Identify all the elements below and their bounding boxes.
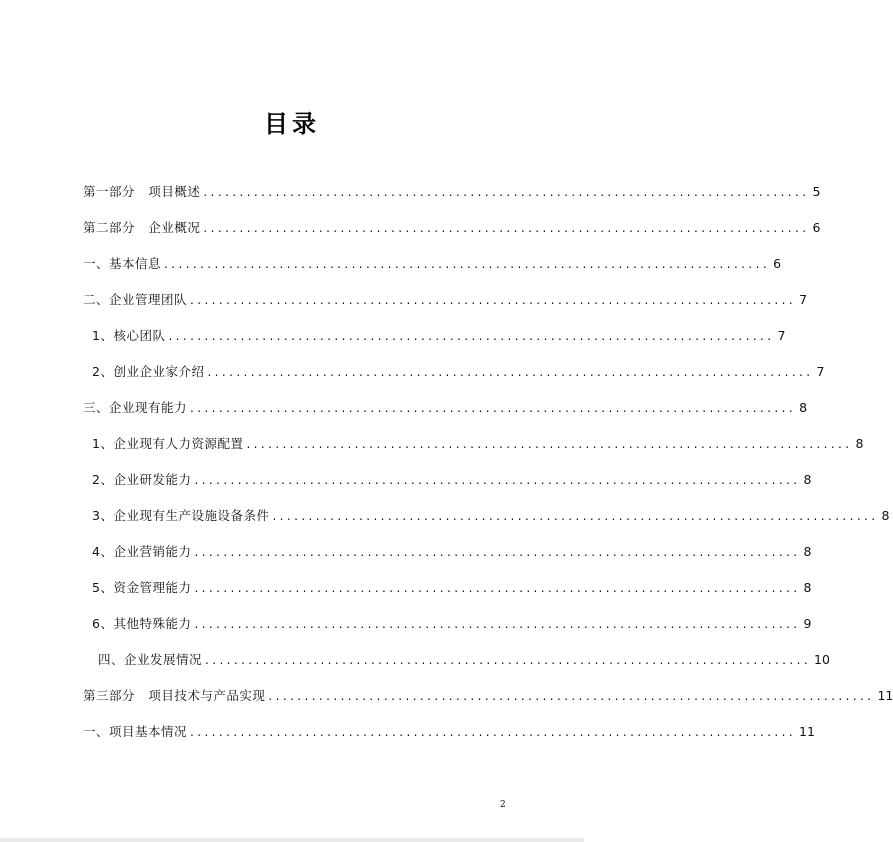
page-bottom-edge <box>0 838 584 842</box>
toc-entry-page: 8 <box>881 508 890 523</box>
toc-entry-label: 四、企业发展情况 <box>98 652 203 667</box>
toc-entry-label: 3、企业现有生产设施设备条件 <box>92 508 270 523</box>
toc-entry-page: 5 <box>812 184 821 199</box>
toc-entry-label: 1、核心团队 <box>92 328 166 343</box>
toc-leader-dots: .................................................................................... <box>164 257 771 271</box>
toc-entry-label: 三、企业现有能力 <box>83 400 188 415</box>
toc-entry-label: 6、其他特殊能力 <box>92 616 192 631</box>
toc-entry[interactable] <box>92 358 825 380</box>
toc-entry-page: 9 <box>803 616 812 631</box>
toc-entry-page: 8 <box>803 544 812 559</box>
toc-entry[interactable] <box>83 250 782 272</box>
toc-entry-page: 8 <box>799 400 808 415</box>
toc-entry-label: 第二部分 企业概况 <box>83 220 201 235</box>
toc-entry[interactable] <box>83 286 808 308</box>
toc-entry-page: 8 <box>855 436 864 451</box>
toc-entry-label: 2、创业企业家介绍 <box>92 364 205 379</box>
toc-entry[interactable] <box>92 502 890 524</box>
toc-leader-dots: .................................................................................... <box>190 293 797 307</box>
toc-entry[interactable] <box>83 214 821 236</box>
toc-leader-dots: .................................................................................... <box>194 617 801 631</box>
toc-entry[interactable] <box>92 538 812 560</box>
toc-entry-page: 6 <box>773 256 782 271</box>
toc-entry-label: 1、企业现有人力资源配置 <box>92 436 244 451</box>
toc-leader-dots: .................................................................................... <box>168 329 775 343</box>
toc-entry-label: 二、企业管理团队 <box>83 292 188 307</box>
toc-entry-page: 7 <box>816 364 825 379</box>
toc-entry-label: 第三部分 项目技术与产品实现 <box>83 688 266 703</box>
toc-entry-page: 8 <box>803 472 812 487</box>
page-number: 2 <box>500 800 506 810</box>
toc-entry-page: 11 <box>877 688 893 703</box>
toc-entry[interactable] <box>83 682 893 704</box>
toc-leader-dots: .................................................................................... <box>246 437 853 451</box>
toc-entry[interactable] <box>92 430 864 452</box>
toc-leader-dots: .................................................................................... <box>203 221 810 235</box>
toc-entry-page: 7 <box>777 328 786 343</box>
toc-entry[interactable] <box>92 574 812 596</box>
toc-entry-page: 7 <box>799 292 808 307</box>
toc-entry-label: 5、资金管理能力 <box>92 580 192 595</box>
toc-leader-dots: .................................................................................... <box>194 545 801 559</box>
toc-entry-page: 8 <box>803 580 812 595</box>
toc-entry-label: 2、企业研发能力 <box>92 472 192 487</box>
toc-leader-dots: .................................................................................... <box>190 725 797 739</box>
toc-entry[interactable] <box>92 322 786 344</box>
toc-leader-dots: .................................................................................... <box>268 689 875 703</box>
toc-leader-dots: .................................................................................... <box>207 365 814 379</box>
toc-entry-label: 一、项目基本情况 <box>83 724 188 739</box>
toc-leader-dots: .................................................................................... <box>194 581 801 595</box>
toc-entry[interactable] <box>83 718 815 740</box>
toc-entry-page: 6 <box>812 220 821 235</box>
toc-entry[interactable] <box>83 394 808 416</box>
toc-leader-dots: .................................................................................... <box>205 653 812 667</box>
toc-leader-dots: .................................................................................... <box>203 185 810 199</box>
toc-leader-dots: .................................................................................... <box>190 401 797 415</box>
toc-entry[interactable] <box>83 178 821 200</box>
toc-leader-dots: .................................................................................... <box>272 509 879 523</box>
toc-entry-label: 一、基本信息 <box>83 256 162 271</box>
toc-entry-label: 4、企业营销能力 <box>92 544 192 559</box>
toc-entry[interactable] <box>92 610 812 632</box>
toc-entry-label: 第一部分 项目概述 <box>83 184 201 199</box>
toc-entry-page: 10 <box>814 652 830 667</box>
toc-entry[interactable] <box>92 466 812 488</box>
toc-leader-dots: .................................................................................... <box>194 473 801 487</box>
toc-entry-page: 11 <box>799 724 815 739</box>
page-title: 目录 <box>264 110 320 138</box>
toc-entry[interactable] <box>98 646 830 668</box>
